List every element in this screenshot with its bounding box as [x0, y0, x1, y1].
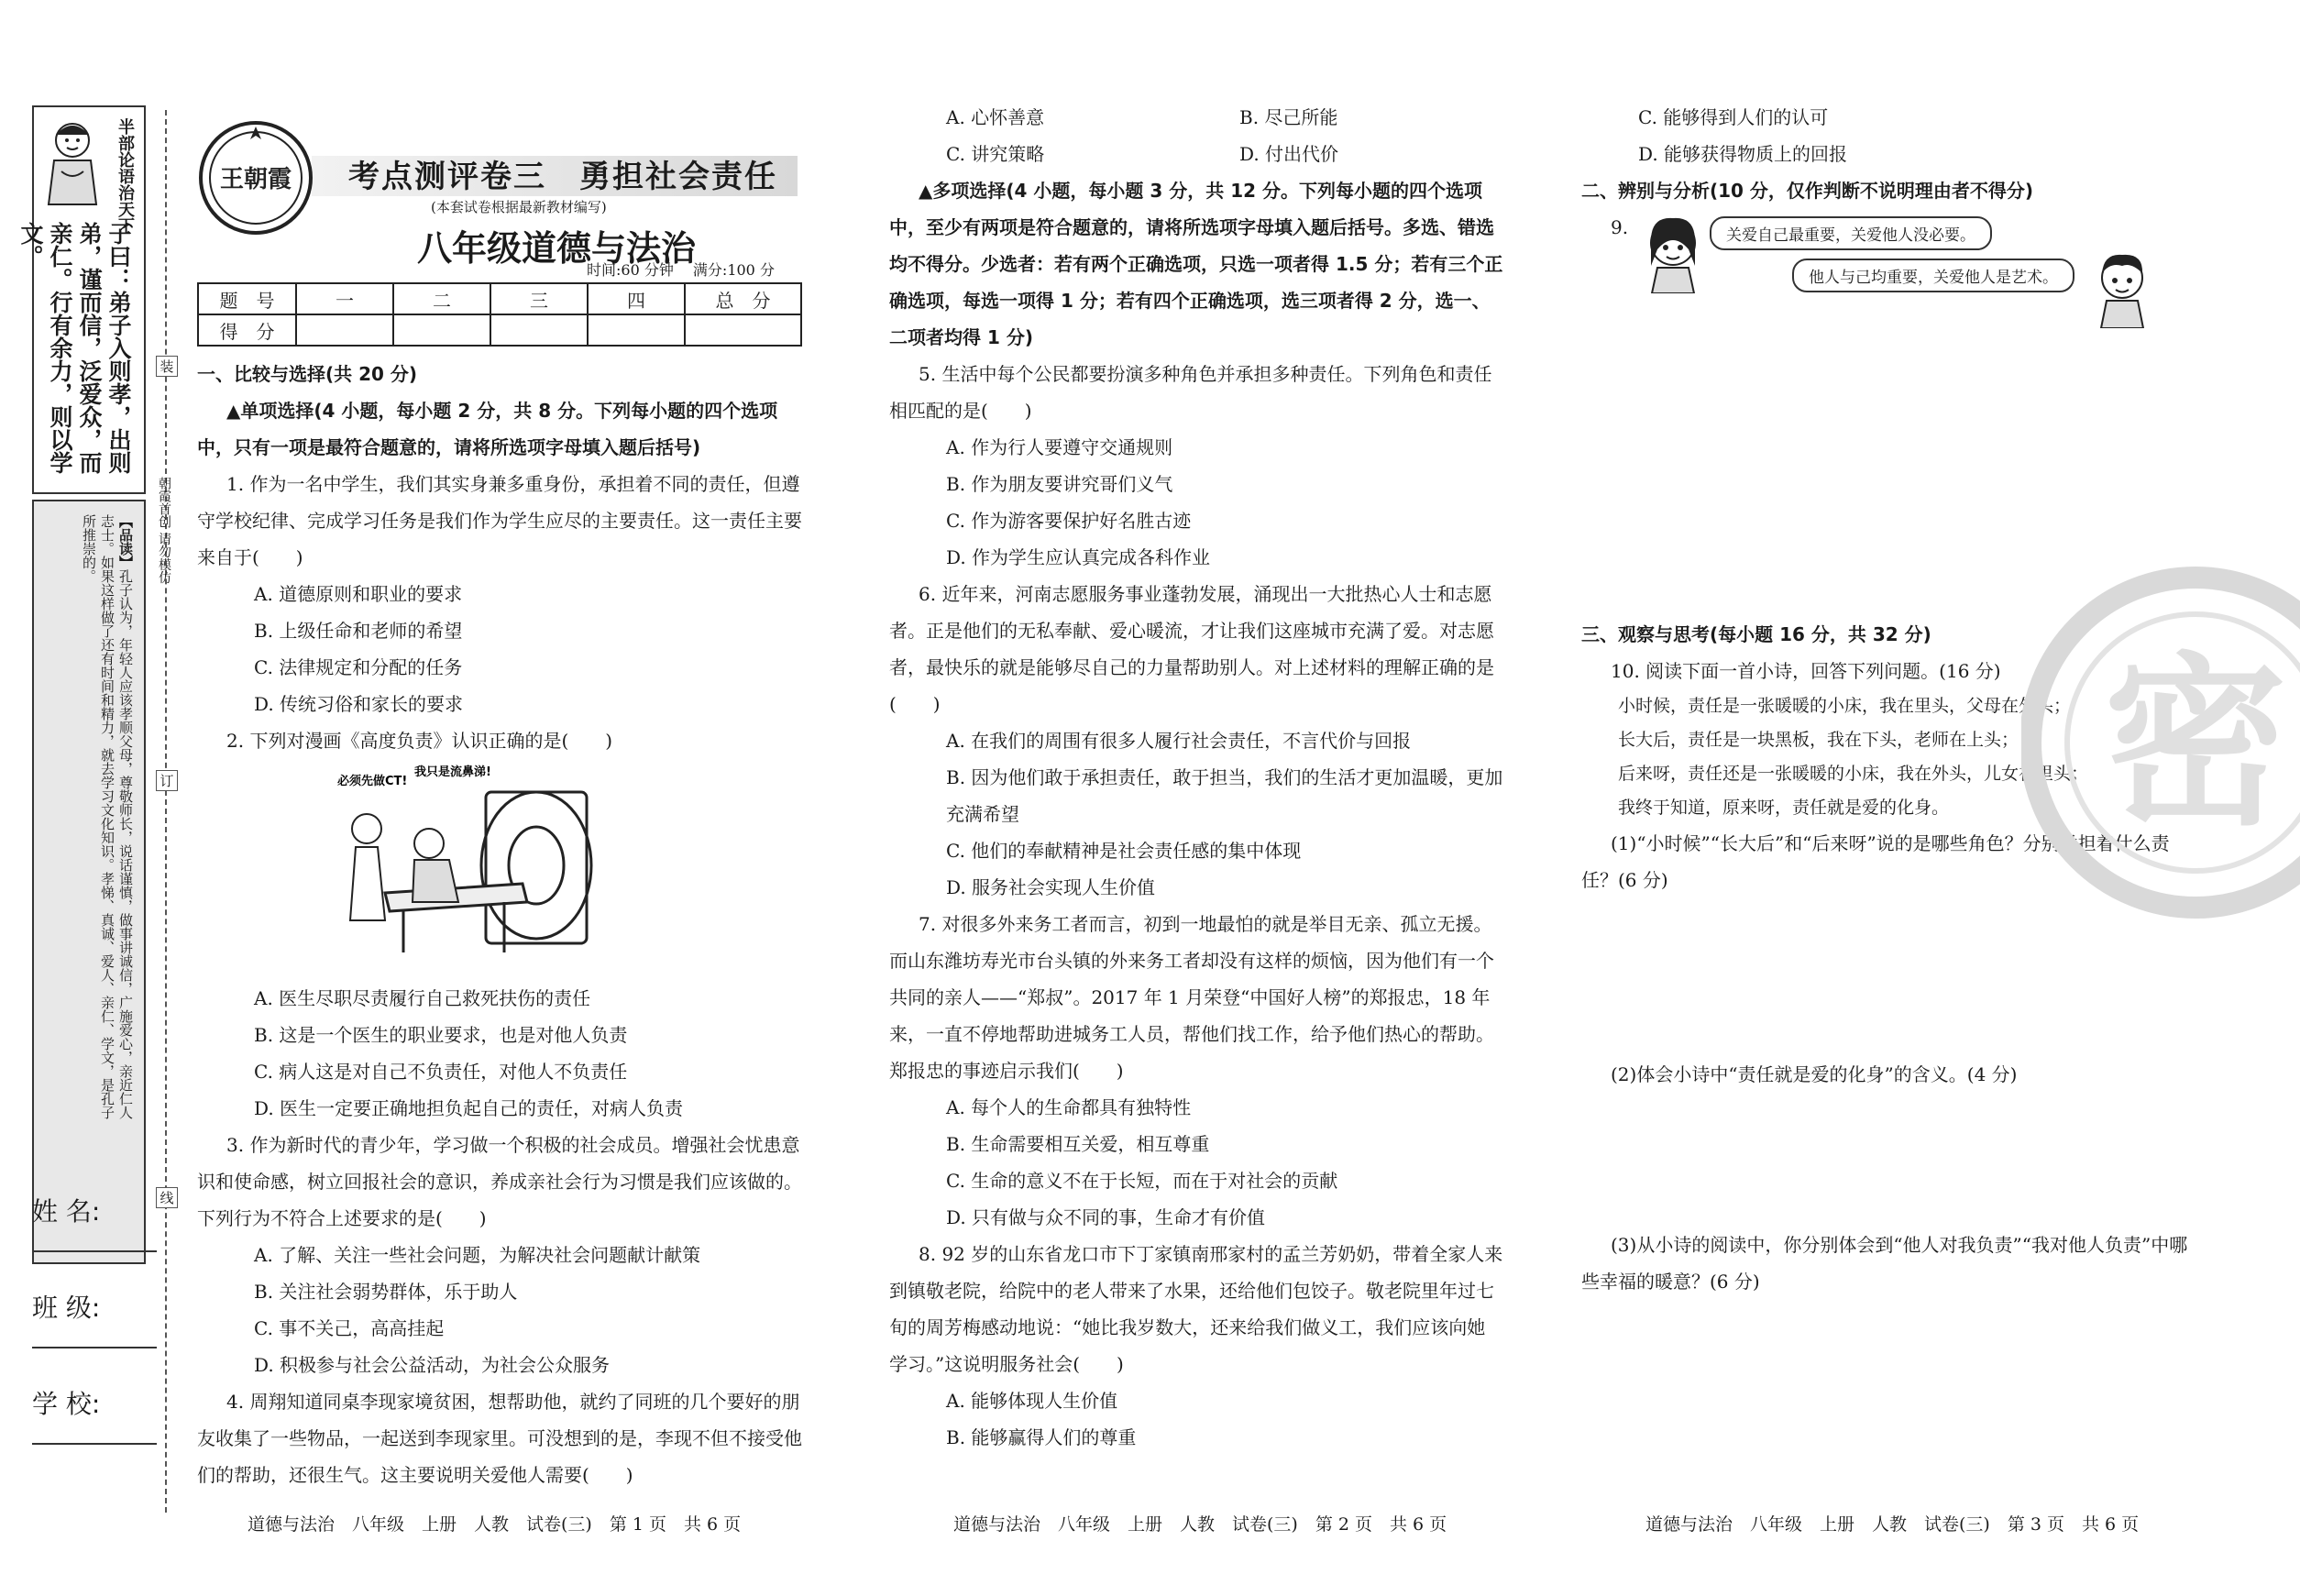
option: D. 医生一定要正确地担负起自己的责任，对病人负责 [254, 1097, 684, 1119]
option: D. 能够获得物质上的回报 [1638, 143, 1848, 165]
seal-text: 密 [2103, 637, 2288, 851]
fold-line [165, 110, 167, 1513]
table-cell: 二 [393, 283, 490, 314]
column-2 [889, 99, 1503, 1456]
score-input-cell[interactable] [490, 314, 588, 346]
score-input-cell[interactable] [685, 314, 801, 346]
page-footer: 道德与法治 八年级 上册 人教 试卷(三) 第 3 页 共 6 页 [1645, 1514, 2140, 1535]
option: C. 事不关己，高高挂起 [254, 1317, 445, 1339]
speech-bubble-boy: 他人与己均重要，关爱他人是艺术。 [1792, 259, 2074, 292]
column-1 [197, 356, 807, 1493]
option: D. 积极参与社会公益活动，为社会公众服务 [254, 1354, 611, 1376]
question-3: 3. 作为新时代的青少年，学习做一个积极的社会成员。增强社会忧患意识和使命感，树立回报社会的意识，养成亲社会行为习惯是我们应该做的。下列行为不符合上述要求的是( ) [197, 1134, 802, 1229]
option: C. 病人这是对自己不负责任，对他人不负责任 [254, 1061, 628, 1083]
option: A. 每个人的生命都具有独特性 [946, 1096, 1192, 1118]
poem-line: 长大后，责任是一块黑板，我在下头，老师在上头； [1618, 730, 2019, 750]
time-info: 时间:60 分钟 满分:100 分 [587, 261, 775, 279]
option: B. 因为他们敢于承担责任，敢于担当，我们的生活才更加温暖，更加充满希望 [946, 766, 1503, 825]
confucius-cartoon-icon [41, 116, 104, 208]
option-row [889, 136, 1503, 172]
score-input-cell[interactable] [393, 314, 490, 346]
table-cell: 得 分 [198, 314, 296, 346]
fold-word: 订 [156, 770, 178, 791]
option: C. 讲究策略 [946, 143, 1045, 165]
question-10: 10. 阅读下面一首小诗，回答下列问题。(16 分) [1611, 660, 2001, 682]
question-10-2-block [1581, 1056, 2205, 1093]
table-row [198, 283, 801, 314]
question-1: 1. 作为一名中学生，我们其实身兼多重身份，承担着不同的责任，但遵守学校纪律、完成学习任务是我们作为学生应尽的主要责任。这一责任主要来自于( ) [197, 473, 802, 568]
option: D. 付出代价 [1239, 143, 1339, 165]
option: A. 心怀善意 [946, 106, 1045, 128]
section-heading: 一、比较与选择(共 20 分) [197, 363, 418, 385]
option: C. 作为游客要保护好名胜古迹 [946, 510, 1192, 532]
question-10-3-block [1581, 1227, 2205, 1300]
option: D. 服务社会实现人生价值 [946, 876, 1156, 898]
option: C. 生命的意义不在于长短，而在于对社会的贡献 [946, 1170, 1338, 1192]
poem-line: 小时候，责任是一张暖暖的小床，我在里头，父母在外头； [1618, 696, 2072, 716]
option: A. 了解、关注一些社会问题，为解决社会问题献计献策 [254, 1244, 701, 1266]
question-8: 8. 92 岁的山东省龙口市下丁家镇南邢家村的孟兰芳奶奶，带着全家人来到镇敬老院，给院中的老人带来了水果，还给他们包饺子。敬老院里年过七旬的周芳梅感动地说：“她比我岁数大，还来给我们做义工，我们应该向她学习。”这说明服务社会( ) [889, 1243, 1503, 1375]
exam-title: 考点测评卷三 勇担社会责任 [348, 159, 777, 195]
instruction: ▲单项选择(4 小题，每小题 2 分，共 8 分。下列每小题的四个选项中，只有一项是最符合题意的，请将所选项字母填入题后括号) [197, 400, 778, 458]
table-cell: 总 分 [685, 283, 801, 314]
comic-right-text: 我只是流鼻涕! [414, 765, 491, 779]
class-field[interactable] [32, 1288, 157, 1325]
exam-subnote: (本套试卷根据最新教材编写) [431, 199, 607, 215]
commentary-text [43, 514, 135, 1119]
proverb-box [17, 105, 146, 494]
logo-text: 王朝霞 [219, 166, 292, 193]
table-row [198, 314, 801, 346]
brand-logo [197, 119, 314, 237]
fold-word: 装 [156, 356, 178, 377]
score-table [197, 282, 802, 347]
section-heading: 三、观察与思考(每小题 16 分，共 32 分) [1581, 623, 1931, 645]
poem-line: 我终于知道，原来呀，责任就是爱的化身。 [1618, 798, 1950, 818]
option: B. 这是一个医生的职业要求，也是对他人负责 [254, 1024, 628, 1046]
commentary-box [32, 500, 146, 1264]
question-6: 6. 近年来，河南志愿服务事业蓬勃发展，涌现出一大批热心人士和志愿者。正是他们的无私奉献、爱心暖流，才让我们这座城市充满了爱。对志愿者，最快乐的就是能够尽自己的力量帮助别人。对上述材料的理解正确的是( ) [889, 583, 1494, 715]
option: A. 医生尽职尽责履行自己救死扶伤的责任 [254, 987, 591, 1009]
option: D. 作为学生应认真完成各科作业 [946, 546, 1211, 568]
comic-left-text: 必须先做CT! [337, 775, 408, 788]
binding-strip [17, 105, 144, 1215]
question-10-1: (1)“小时候”“长大后”和“后来呀”说的是哪些角色？分别承担着什么责任？(6 分) [1581, 832, 2170, 891]
table-cell: 题 号 [198, 283, 296, 314]
question-9: 9. [1611, 216, 1629, 238]
school-label: 学 校: [32, 1389, 101, 1419]
question-7: 7. 对很多外来务工者而言，初到一地最怕的就是举目无亲、孤立无援。而山东潍坊寿光市台头镇的外来务工者却没有这样的烦恼，因为他们有一个共同的亲人——“郑叔”。2017 年 1 月荣登“中国好人榜”的郑报忠，18 年来，一直不停地帮助进城务工人员，帮他们找工作，给予他们热心的帮助。郑报忠的事迹启示我们( ) [889, 913, 1494, 1082]
fold-word: 线 [156, 1187, 178, 1208]
section-heading: 二、辨别与分析(10 分，仅作判断不说明理由者不得分) [1581, 180, 2034, 202]
page-footer: 道德与法治 八年级 上册 人教 试卷(三) 第 1 页 共 6 页 [248, 1514, 742, 1535]
secret-seal-watermark [2021, 559, 2300, 926]
option: D. 传统习俗和家长的要求 [254, 693, 464, 715]
option: D. 只有做与众不同的事，生命才有价值 [946, 1206, 1266, 1228]
question-5: 5. 生活中每个公民都要扮演多种角色并承担多种责任。下列角色和责任相匹配的是( ) [889, 363, 1492, 422]
proverb-text: 子曰：弟子入则孝，出则弟，谨而信，泛爱众，而亲仁。行有余力，则以学文。 [17, 222, 132, 474]
question-10-3: (3)从小诗的阅读中，你分别体会到“他人对我负责”“我对他人负责”中哪些幸福的暖意？(6 分) [1581, 1234, 2188, 1293]
option: A. 在我们的周围有很多人履行社会责任，不言代价与回报 [946, 730, 1412, 752]
poem-line: 后来呀，责任还是一张暖暖的小床，我在外头，儿女在里头； [1618, 764, 2089, 784]
option: A. 道德原则和职业的要求 [254, 583, 463, 605]
table-cell: 四 [588, 283, 685, 314]
option: B. 生命需要相互关爱，相互尊重 [946, 1133, 1210, 1155]
commentary-label: 【品读】 [117, 514, 134, 569]
option-row [889, 99, 1503, 136]
instruction: ▲多项选择(4 小题，每小题 3 分，共 12 分。下列每小题的四个选项中，至少有两项是符合题意的，请将所选项字母填入题后括号。多选、错选均不得分。少选者：若有两个正确选项，只选一项者得 1.5 分；若有三个正确选项，每选一项得 1 分；若有四个正确选项，选三项者得 2 分，选一、二项者均得 1 分) [889, 180, 1503, 348]
side-note: 朝霞首创 请勿模仿 [157, 477, 171, 584]
score-input-cell[interactable] [296, 314, 393, 346]
table-cell: 一 [296, 283, 393, 314]
option: B. 作为朋友要讲究哥们义气 [946, 473, 1173, 495]
score-input-cell[interactable] [588, 314, 685, 346]
question-10-2: (2)体会小诗中“责任就是爱的化身”的含义。(4 分) [1611, 1063, 2018, 1085]
question-4: 4. 周翔知道同桌李现家境贫困，想帮助他，就约了同班的几个要好的朋友收集了一些物品，一起送到李现家里。可没想到的是，李现不但不接受他们的帮助，还很生气。这主要说明关爱他人需要( ) [197, 1391, 802, 1486]
commentary-body: 孔子认为，年轻人应该孝顺父母，尊敬师长，说话谨慎，做事讲诚信，广施爱心，亲近仁人志士。如果这样做了还有时间和精力，就去学习文化知识。孝悌、真诚、爱人、亲仁、学文，是孔子所推崇的。 [81, 514, 134, 1119]
option: A. 作为行人要遵守交通规则 [946, 436, 1173, 458]
option: B. 能够赢得人们的尊重 [946, 1426, 1137, 1448]
motto: 半部论语治天下 [116, 118, 135, 234]
name-field[interactable] [32, 1192, 157, 1228]
page-footer: 道德与法治 八年级 上册 人教 试卷(三) 第 2 页 共 6 页 [953, 1514, 1447, 1535]
class-label: 班 级: [32, 1293, 101, 1323]
option: C. 他们的奉献精神是社会责任感的集中体现 [946, 840, 1302, 862]
girl-cartoon-icon [1641, 211, 1705, 293]
option: B. 尽己所能 [1239, 106, 1338, 128]
speech-bubble-girl: 关爱自己最重要，关爱他人没必要。 [1710, 216, 1992, 250]
question-2: 2. 下列对漫画《高度负责》认识正确的是( ) [226, 730, 613, 752]
table-cell: 三 [490, 283, 588, 314]
option: A. 能够体现人生价值 [946, 1390, 1118, 1412]
subject-title: 八年级道德与法治 [417, 228, 697, 269]
option: B. 关注社会弱势群体，乐于助人 [254, 1281, 518, 1303]
comic-illustration [330, 765, 605, 971]
boy-cartoon-icon [2090, 246, 2154, 328]
school-field[interactable] [32, 1384, 157, 1421]
option: C. 法律规定和分配的任务 [254, 656, 463, 678]
option: C. 能够得到人们的认可 [1638, 106, 1829, 128]
name-label: 姓 名: [32, 1196, 101, 1227]
option: B. 上级任命和老师的希望 [254, 620, 463, 642]
